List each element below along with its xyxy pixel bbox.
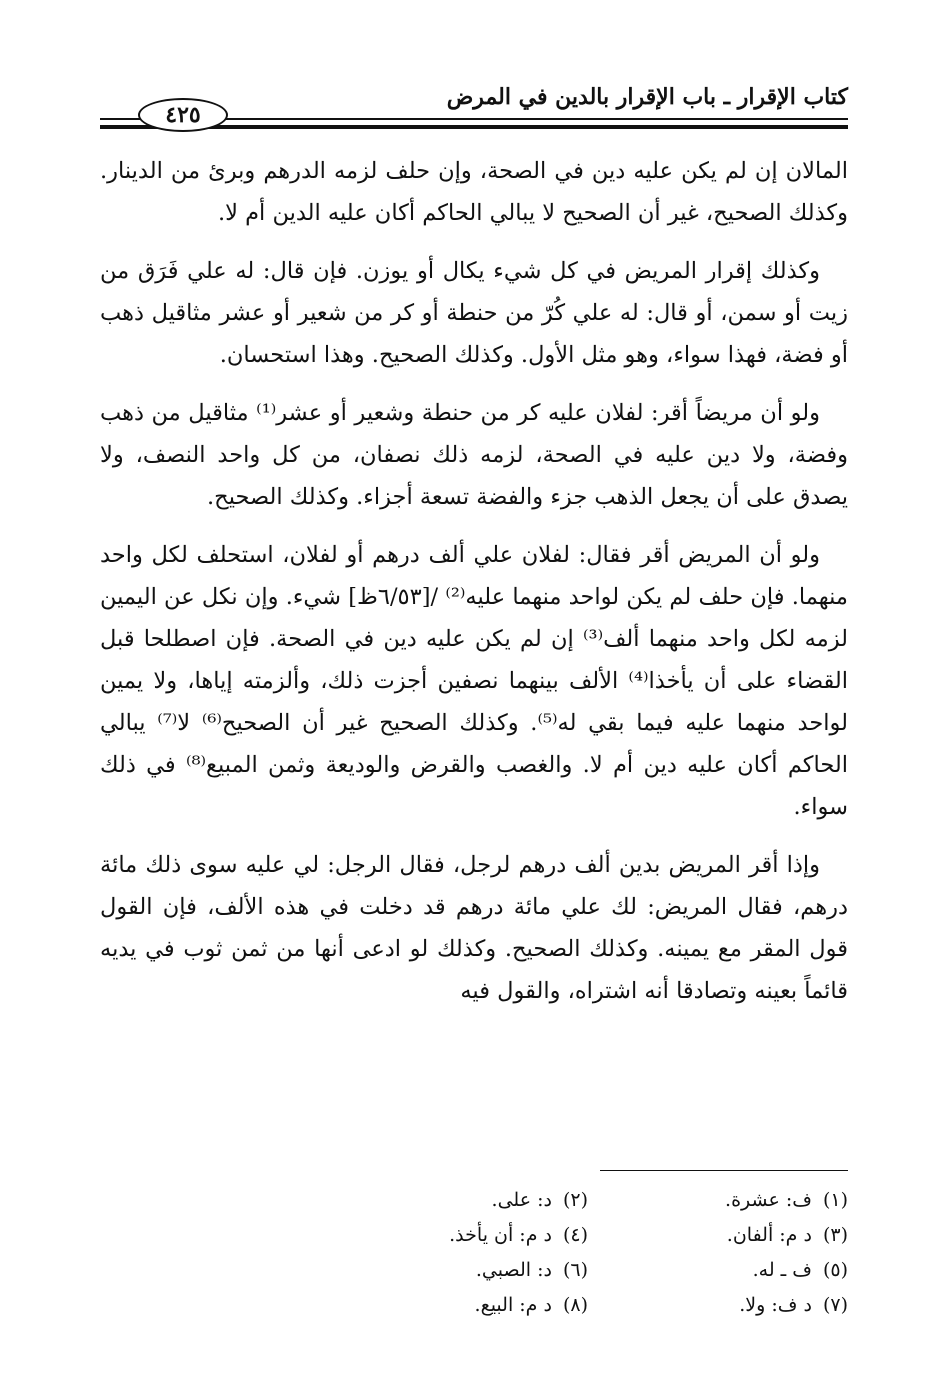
running-title: كتاب الإقرار ـ باب الإقرار بالدين في المرض	[446, 84, 848, 110]
page-number-badge	[138, 98, 228, 132]
footnote-number: (٧)	[822, 1294, 848, 1316]
page-header	[100, 78, 848, 138]
footnote	[588, 1253, 848, 1288]
footnote-number: (٤)	[562, 1224, 588, 1246]
footnote-number: (٨)	[562, 1294, 588, 1316]
page-number: ٤٢٥	[138, 98, 228, 132]
footnote-number: (٦)	[562, 1259, 588, 1281]
footnote	[288, 1288, 588, 1323]
footnote-text: ف ـ له.	[752, 1259, 812, 1281]
footnote-text: د م: البيع.	[474, 1294, 552, 1316]
footnote-separator	[600, 1170, 848, 1171]
footnotes	[288, 1183, 848, 1323]
footnote	[588, 1183, 848, 1218]
footnote	[288, 1183, 588, 1218]
footnote-number: (٥)	[822, 1259, 848, 1281]
footnote-number: (٢)	[562, 1189, 588, 1211]
footnote-text: د ف: ولا.	[739, 1294, 812, 1316]
paragraph: ولو أن المريض أقر فقال: لفلان علي ألف درهم أو لفلان، استحلف لكل واحد منهما. فإن حلف لم يكن لواحد منهما عليه⁽²⁾ /[٦/٥٣ظ] شيء. وإن نكل عن اليمين لزمه لكل واحد منهما ألف⁽³⁾ إن لم يكن عليه دين في الصحة. فإن اصطلحا قبل القضاء على أن يأخذا⁽⁴⁾ الألف بينهما نصفين أجزت ذلك، وألزمته إياها، ولا يمين لواحد منهما عليه فيما بقي له⁽⁵⁾. وكذلك الصحيح غير أن الصحيح⁽⁶⁾ لا⁽⁷⁾ يبالي الحاكم أكان عليه دين أم لا. والغصب والقرض والوديعة وثمن المبيع⁽⁸⁾ في ذلك سواء.	[100, 542, 848, 820]
main-text	[100, 150, 848, 1028]
paragraph: وإذا أقر المريض بدين ألف درهم لرجل، فقال الرجل: لي عليه سوى ذلك مائة درهم، فقال المريض: لك علي مائة درهم قد دخلت في هذه الألف، فإن القول قول المقر مع يمينه. وكذلك الصحيح. وكذلك لو ادعى أنها من ثمن ثوب في يديه قائماً بعينه وتصادقا أنه اشتراه، والقول فيه	[100, 852, 848, 1004]
footnote-number: (٣)	[822, 1224, 848, 1246]
paragraph: المالان إن لم يكن عليه دين في الصحة، وإن حلف لزمه الدرهم وبرئ من الدينار. وكذلك الصحيح، غير أن الصحيح لا يبالي الحاكم أكان عليه الدين أم لا.	[100, 158, 848, 226]
footnote	[288, 1253, 588, 1288]
footnote-text: د: على.	[491, 1189, 552, 1211]
footnote	[288, 1218, 588, 1253]
footnote-text: د م: ألفان.	[726, 1224, 812, 1246]
footnote	[588, 1288, 848, 1323]
paragraph: وكذلك إقرار المريض في كل شيء يكال أو يوزن. فإن قال: له علي فَرَق من زيت أو سمن، أو قال: له علي كُرّ من حنطة أو كر من شعير أو عشر مثاقيل ذهب أو فضة، فهذا سواء، وهو مثل الأول. وكذلك الصحيح. وهذا استحسان.	[100, 258, 848, 368]
footnote	[588, 1218, 848, 1253]
footnote-text: ف: عشرة.	[725, 1189, 812, 1211]
footnote-number: (١)	[822, 1189, 848, 1211]
footnote-text: د م: أن يأخذ.	[449, 1224, 552, 1246]
paragraph: ولو أن مريضاً أقر: لفلان عليه كر من حنطة وشعير أو عشر⁽¹⁾ مثاقيل من ذهب وفضة، ولا دين عليه في الصحة، لزمه ذلك نصفان، من كل واحد النصف، ولا يصدق على أن يجعل الذهب جزء والفضة تسعة أجزاء. وكذلك الصحيح.	[100, 400, 848, 510]
footnote-text: د: الصبي.	[475, 1259, 552, 1281]
